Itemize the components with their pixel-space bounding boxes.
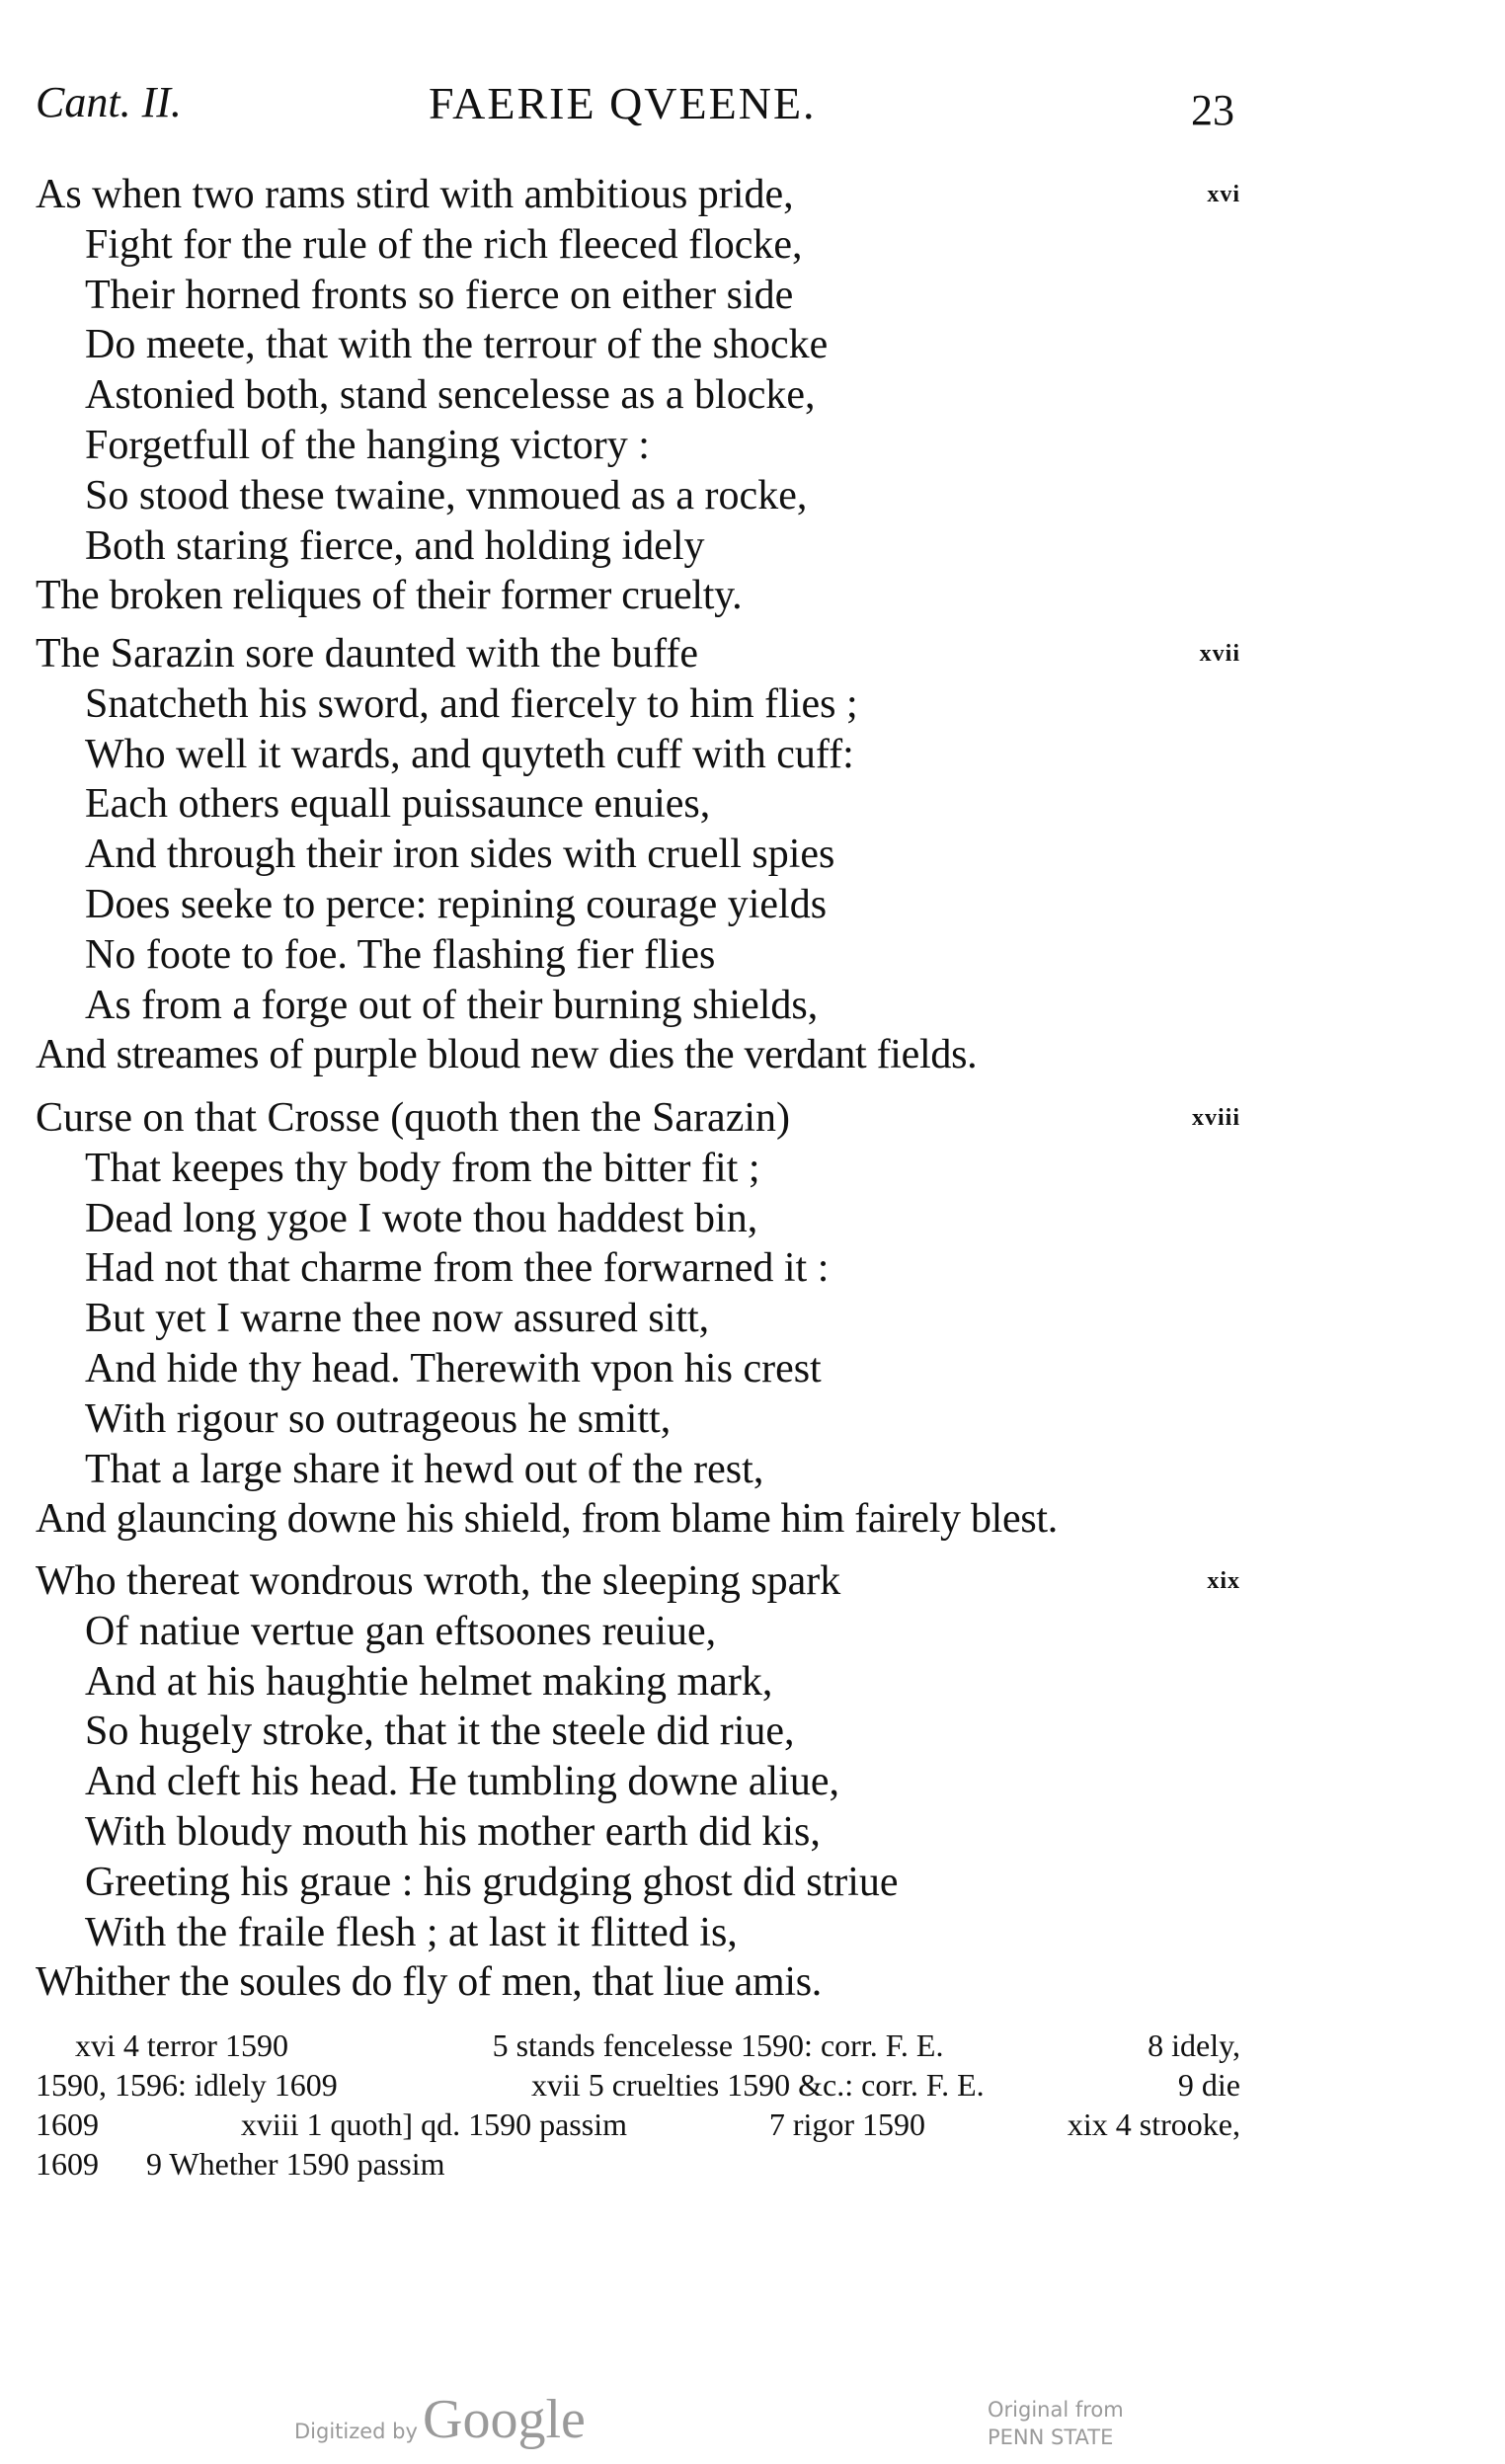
verse-line: So hugely stroke, that it the steele did riue, xyxy=(85,1709,795,1755)
original-from-label: Original from xyxy=(988,2398,1124,2422)
digitization-footer xyxy=(0,2388,1505,2457)
verse-line: Who well it wards, and quyteth cuff with cuff: xyxy=(85,731,854,777)
verse-line-alexandrine: And streames of purple bloud new dies the verdant fields. xyxy=(36,1032,978,1078)
page-header xyxy=(36,77,1240,136)
verse-line: With the fraile flesh ; at last it flitted is, xyxy=(85,1909,738,1955)
verse-line: Curse on that Crosse (quoth then the Sarazin) xyxy=(36,1095,790,1141)
textual-notes xyxy=(36,2026,1240,2184)
verse-line: The Sarazin sore daunted with the buffe xyxy=(36,631,698,676)
verse-line: With rigour so outrageous he smitt, xyxy=(85,1395,672,1442)
note-entry: 8 idely, xyxy=(1148,2027,1240,2063)
note-entry: 5 stands fencelesse 1590: corr. F. E. xyxy=(492,2027,944,2063)
verse-line: No foote to foe. The flashing fier flies xyxy=(85,931,716,978)
note-line xyxy=(36,2026,1240,2065)
verse-line: But yet I warne thee now assured sitt, xyxy=(85,1296,710,1342)
verse-line-alexandrine: Whither the soules do fly of men, that liue amis. xyxy=(36,1959,822,2006)
verse-line: And cleft his head. He tumbling downe aliue, xyxy=(85,1759,839,1805)
verse-line: Of natiue vertue gan eftsoones reuiue, xyxy=(85,1608,717,1654)
digitized-by-label: Digitized by xyxy=(294,2420,418,2443)
verse-line: Greeting his graue : his grudging ghost did striue xyxy=(85,1859,899,1905)
google-logo: Google xyxy=(423,2389,586,2450)
verse-line: Dead long ygoe I wote thou haddest bin, xyxy=(85,1195,758,1241)
note-entry: xvi 4 terror 1590 xyxy=(75,2027,288,2063)
verse-line: And through their iron sides with cruell spies xyxy=(85,832,835,878)
verse-line: That keepes thy body from the bitter fit ; xyxy=(85,1145,760,1191)
verse-line: And at his haughtie helmet making mark, xyxy=(85,1658,773,1705)
note-entry: 1609 xyxy=(36,2106,99,2142)
verse-line: Does seeke to perce: repining courage yields xyxy=(85,881,828,927)
verse-line: Had not that charme from thee forwarned it : xyxy=(85,1245,830,1292)
verse-line: Forgetfull of the hanging victory : xyxy=(85,422,650,468)
running-title: FAERIE QVEENE. xyxy=(429,78,817,128)
verse-line: Do meete, that with the terrour of the shocke xyxy=(85,322,829,368)
stanza-number: xvii xyxy=(1199,641,1240,667)
verse-line: And hide thy head. Therewith vpon his crest xyxy=(85,1345,822,1391)
stanza-xviii xyxy=(36,1093,1240,1545)
stanza-number: xix xyxy=(1207,1568,1240,1594)
verse-line: Each others equall puissaunce enuies, xyxy=(85,781,711,828)
verse-line: As when two rams stird with ambitious pride, xyxy=(36,172,794,217)
stanza-xvi xyxy=(36,170,1240,621)
verse-line: Who thereat wondrous wroth, the sleeping spark xyxy=(36,1558,841,1604)
verse-line: Snatcheth his sword, and fiercely to him flies ; xyxy=(85,680,858,727)
original-source xyxy=(988,2396,1124,2451)
stanza-number: xviii xyxy=(1191,1105,1240,1131)
verse-line: That a large share it hewd out of the rest, xyxy=(85,1446,764,1492)
verse-line: Both staring fierce, and holding idely xyxy=(85,522,705,569)
note-line xyxy=(36,2105,1240,2144)
verse-line: As from a forge out of their burning shields, xyxy=(85,982,819,1028)
stanza-xvii xyxy=(36,629,1240,1080)
verse-line: Fight for the rule of the rich fleeced flocke, xyxy=(85,221,803,268)
verse-line: So stood these twaine, vnmoued as a rocke, xyxy=(85,472,808,518)
note-entry: xviii 1 quoth] qd. 1590 passim xyxy=(240,2106,627,2142)
note-entry: 9 Whether 1590 passim xyxy=(146,2146,445,2182)
note-entry: xvii 5 cruelties 1590 &c.: corr. F. E. xyxy=(530,2067,985,2103)
note-line xyxy=(36,2065,1240,2105)
note-entry: 1590, 1596: idlely 1609 xyxy=(36,2067,338,2103)
verse-line: Astonied both, stand sencelesse as a blocke, xyxy=(85,372,816,419)
note-line xyxy=(36,2144,1240,2184)
note-entry: xix 4 strooke, xyxy=(1067,2106,1240,2142)
institution-label: PENN STATE xyxy=(988,2425,1114,2449)
canto-label: Cant. II. xyxy=(36,78,182,126)
note-entry: 9 die xyxy=(1177,2067,1240,2103)
verse-line: With bloudy mouth his mother earth did kis, xyxy=(85,1808,821,1855)
stanza-xix xyxy=(36,1556,1240,2008)
verse-line-alexandrine: And glauncing downe his shield, from blame him fairely blest. xyxy=(36,1496,1058,1543)
verse-line: Their horned fronts so fierce on either side xyxy=(85,272,794,318)
stanza-number: xvi xyxy=(1207,182,1240,207)
page-number: 23 xyxy=(1191,86,1234,134)
note-entry: 1609 xyxy=(36,2146,99,2182)
note-entry: 7 rigor 1590 xyxy=(768,2106,926,2142)
verse-line-alexandrine: The broken reliques of their former cruelty. xyxy=(36,573,743,619)
